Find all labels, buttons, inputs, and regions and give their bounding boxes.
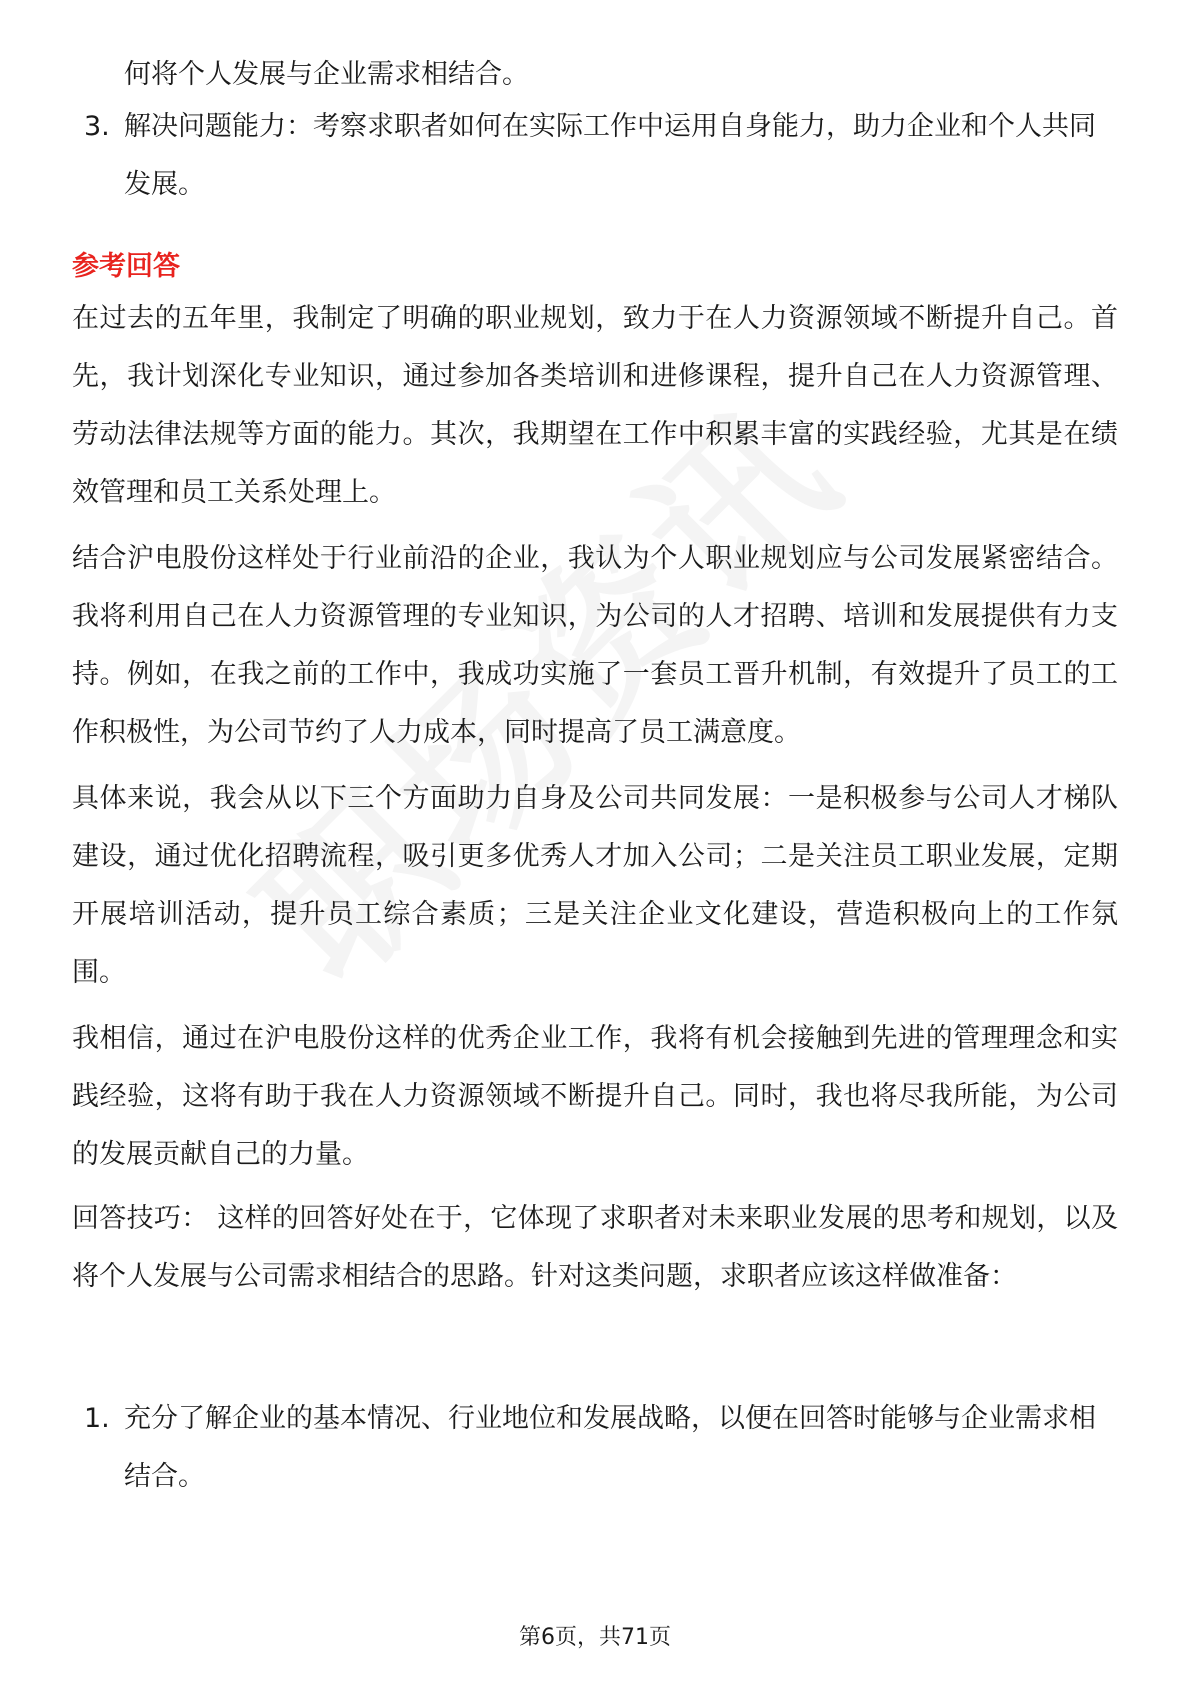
paragraph: 在过去的五年里，我制定了明确的职业规划，致力于在人力资源领域不断提升自己。首先，我计划深化专业知识，通过参加各类培训和进修课程，提升自己在人力资源管理、劳动法律法规等方面的能力。其次，我期望在工作中积累丰富的实践经验，尤其是在绩效管理和员工关系处理上。 xyxy=(72,303,1118,508)
section-title: 参考回答 xyxy=(72,251,180,282)
list-item xyxy=(84,98,1114,214)
paragraph: 我相信，通过在沪电股份这样的优秀企业工作，我将有机会接触到先进的管理理念和实践经验，这将有助于我在人力资源领域不断提升自己。同时，我也将尽我所能，为公司的发展贡献自己的力量。 xyxy=(72,1023,1118,1170)
list-item-text: 解决问题能力：考察求职者如何在实际工作中运用自身能力，助力企业和个人共同发展。 xyxy=(124,111,1096,200)
paragraph: 具体来说，我会从以下三个方面助力自身及公司共同发展：一是积极参与公司人才梯队建设，通过优化招聘流程，吸引更多优秀人才加入公司；二是关注员工职业发展，定期开展培训活动，提升员工综合素质；三是关注企业文化建设，营造积极向上的工作氛围。 xyxy=(72,783,1118,988)
list-item-continuation: 何将个人发展与企业需求相结合。 xyxy=(124,59,529,90)
tips-paragraph: 回答技巧： 这样的回答好处在于，它体现了求职者对未来职业发展的思考和规划，以及将个人发展与公司需求相结合的思路。针对这类问题，求职者应该这样做准备： xyxy=(72,1203,1118,1292)
list-item-text: 充分了解企业的基本情况、行业地位和发展战略，以便在回答时能够与企业需求相结合。 xyxy=(124,1403,1096,1492)
page-number-footer: 第6页，共71页 xyxy=(519,1625,671,1650)
list-item-number: 1. xyxy=(84,1403,110,1434)
list-item xyxy=(84,1390,1114,1506)
list-item-number: 3. xyxy=(84,111,110,142)
paragraph: 结合沪电股份这样处于行业前沿的企业，我认为个人职业规划应与公司发展紧密结合。我将利用自己在人力资源管理的专业知识，为公司的人才招聘、培训和发展提供有力支持。例如，在我之前的工作中，我成功实施了一套员工晋升机制，有效提升了员工的工作积极性，为公司节约了人力成本，同时提高了员工满意度。 xyxy=(72,543,1118,748)
